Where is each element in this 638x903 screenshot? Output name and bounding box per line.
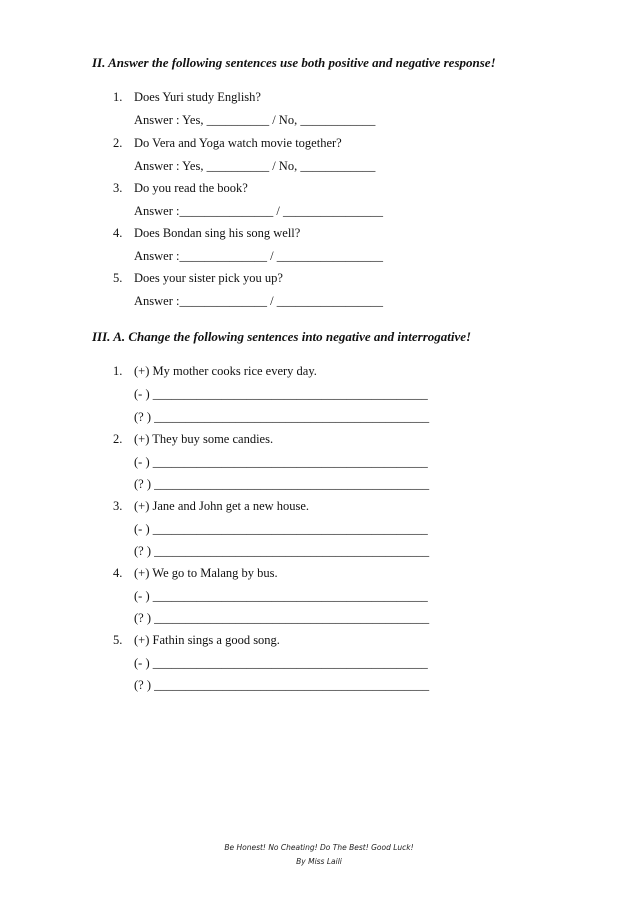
- positive-sentence: (+) They buy some candies.: [134, 432, 274, 446]
- positive-sentence: (+) Fathin sings a good song.: [134, 633, 280, 647]
- question-text: Does your sister pick you up?: [134, 271, 283, 285]
- section-2-title: II. Answer the following sentences use both positive and negative response!: [92, 55, 496, 70]
- question-number: 3.: [113, 181, 123, 195]
- interrogative-answer-line: (? ) ____________________________________________: [134, 544, 430, 558]
- answer-line: Answer :______________ / _________________: [134, 249, 383, 263]
- question-text: Does Yuri study English?: [134, 90, 261, 104]
- footer-motto: Be Honest! No Cheating! Do The Best! Good Luck!: [224, 843, 414, 852]
- question-text: Do you read the book?: [134, 181, 248, 195]
- sentence-number: 4.: [113, 566, 123, 580]
- negative-answer-line: (- ) ____________________________________________: [134, 656, 428, 670]
- negative-answer-line: (- ) ____________________________________________: [134, 522, 428, 536]
- footer-author: By Miss Laili: [296, 857, 342, 866]
- sentence-number: 3.: [113, 499, 123, 513]
- answer-line: Answer : Yes, __________ / No, ____________: [134, 159, 376, 173]
- positive-sentence: (+) We go to Malang by bus.: [134, 566, 278, 580]
- answer-line: Answer :______________ / _________________: [134, 294, 383, 308]
- negative-answer-line: (- ) ____________________________________________: [134, 589, 428, 603]
- positive-sentence: (+) Jane and John get a new house.: [134, 499, 310, 513]
- positive-sentence: (+) My mother cooks rice every day.: [134, 364, 317, 378]
- answer-line: Answer : Yes, __________ / No, ____________: [134, 113, 376, 127]
- question-number: 2.: [113, 136, 123, 150]
- interrogative-answer-line: (? ) ____________________________________________: [134, 678, 430, 692]
- interrogative-answer-line: (? ) ____________________________________________: [134, 611, 430, 625]
- question-number: 5.: [113, 271, 123, 285]
- section-3-title: III. A. Change the following sentences into negative and interrogative!: [92, 329, 472, 344]
- sentence-number: 1.: [113, 364, 123, 378]
- negative-answer-line: (- ) ____________________________________________: [134, 455, 428, 469]
- question-text: Does Bondan sing his song well?: [134, 226, 301, 240]
- negative-answer-line: (- ) ____________________________________________: [134, 387, 428, 401]
- question-text: Do Vera and Yoga watch movie together?: [134, 136, 342, 150]
- question-number: 4.: [113, 226, 123, 240]
- answer-line: Answer :_______________ / ________________: [134, 204, 383, 218]
- sentence-number: 2.: [113, 432, 123, 446]
- interrogative-answer-line: (? ) ____________________________________________: [134, 410, 430, 424]
- interrogative-answer-line: (? ) ____________________________________________: [134, 477, 430, 491]
- question-number: 1.: [113, 90, 123, 104]
- sentence-number: 5.: [113, 633, 123, 647]
